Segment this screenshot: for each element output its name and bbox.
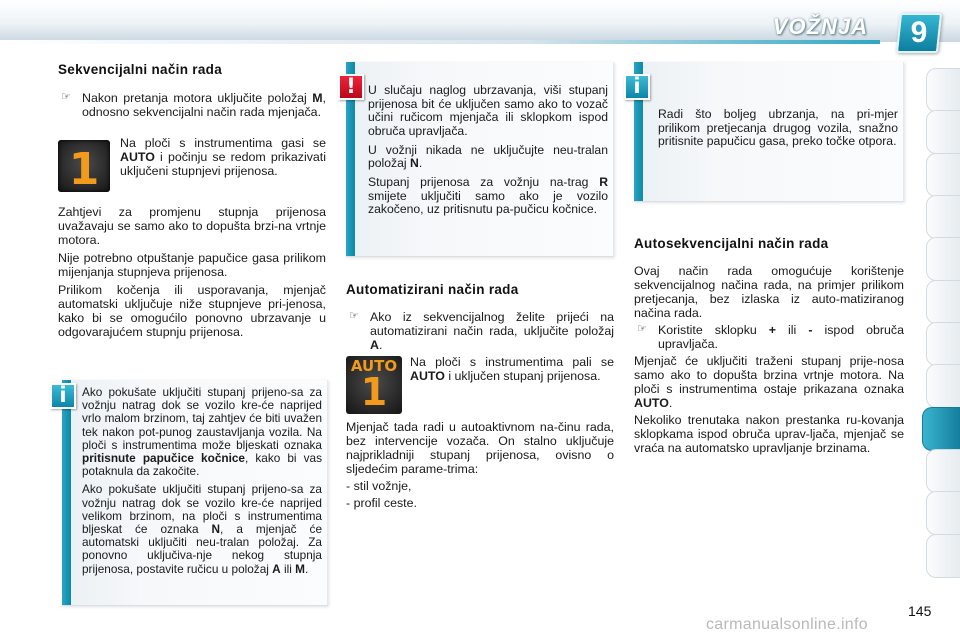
left-column <box>58 62 326 119</box>
automatic-bullet: ☞ Ako iz sekvencijalnog želite prijeći na automatizirani način rada, uključite položaj A. <box>346 310 614 352</box>
box-accent-bar <box>62 380 71 605</box>
warning-icon: ! <box>338 74 364 100</box>
warning-paragraph: U slučaju naglog ubrzavanja, viši stupanj prijenosa bit će uključen samo ako to vozač učini ručicom mjenjača ili sklopkom ispod obruča upravljača. <box>368 83 608 138</box>
paragraph: Nekoliko trenutaka nakon prestanka ru-kovanja sklopkama ispod obruča uprav-ljača, mjenjač se vraća na automatsko upravljanje brzinama. <box>634 413 904 456</box>
chapter-tab[interactable] <box>926 491 960 535</box>
gear-indicator-icon <box>58 140 110 195</box>
gear-digit: 1 <box>68 144 100 195</box>
warning-box <box>346 62 614 257</box>
chapter-tab[interactable] <box>926 110 960 154</box>
chapter-number: 9 <box>910 16 928 50</box>
chapter-tab[interactable] <box>926 237 960 281</box>
hand-pointer-icon: ☞ <box>349 310 359 323</box>
header-stripe <box>0 40 880 44</box>
page-number: 145 <box>908 603 932 619</box>
warning-paragraph: Stupanj prijenosa za vožnju na-trag R smijete uključiti samo ako je vozilo zakočeno, uz pritisnutu pa-pučicu kočnice. <box>368 174 608 217</box>
chapter-title: VOŽNJA <box>772 14 868 39</box>
watermark: carmanualsonline.info <box>706 616 868 633</box>
list-item: - profil ceste. <box>346 496 417 511</box>
chapter-tab[interactable] <box>926 68 960 112</box>
chapter-tab[interactable] <box>926 364 960 408</box>
info-icon: i <box>50 383 76 409</box>
gear-display-note: Na ploči s instrumentima gasi se AUTO i počinju se redom prikazivati uključeni stupnjevi prijenosa. <box>120 136 326 179</box>
hand-pointer-icon: ☞ <box>61 91 71 104</box>
info-box-reverse <box>62 380 328 606</box>
right-column <box>634 236 904 455</box>
info-paragraph: Ako pokušate uključiti stupanj prijeno-sa za vožnju natrag dok se vozilo kre-će naprijed vrlo malom brzinom, taj zahtjev će biti uvažen tek nakon pot-punog zaustavljanja vozila. Na ploči s instrumentima može bljeskati oznaka pritisnute papučice kočnice, kako bi vas potaknula da zakočite. <box>82 385 322 479</box>
sequential-bullet: ☞ Nakon pretanja motora uključite položaj M, odnosno sekvencijalni način rada mjenjača. <box>58 91 326 119</box>
info-paragraph: Ako pokušate uključiti stupanj prijeno-sa za vožnju natrag dok se vozilo kre-će naprijed velikom brzinom, na ploči s instrumentima bljeskat će oznaka N, a mjenjač će automatski uključiti neu-tralan položaj. Za ponovno uključiva-nje nekog stupnja prijenosa, postavite ručicu u položaj A ili M. <box>82 482 322 576</box>
auto-display-note: Na ploči s instrumentima pali se AUTO i uključen stupanj prijenosa. <box>410 355 614 384</box>
warning-paragraph: U vožnji nikada ne uključujte neu-tralan položaj N. <box>368 142 608 171</box>
chapter-tab[interactable] <box>926 195 960 239</box>
chapter-tab[interactable] <box>926 449 960 493</box>
info-icon: i <box>624 74 650 100</box>
paragraph: Mjenjač će uključiti traženi stupanj prije-nosa samo ako to dopušta brzina vrtnje motora. Na ploči s instrumentima ostaje prikazana oznaka AUTO. <box>634 354 904 411</box>
paragraph: Prilikom kočenja ili usporavanja, mjenjač automatski uključuje niže stupnjeve pri-jenosa, kako bi se omogućilo ponovno ubrzavanje u odgovarajućem stupnju prijenosa. <box>58 283 326 340</box>
autosequential-bullet: ☞ Koristite sklopku + ili - ispod obruča upravljača. <box>634 323 904 351</box>
paragraph: Nije potrebno otpuštanje papučice gasa prilikom mijenjanja stupnjeva prijenosa. <box>58 251 326 280</box>
chapter-badge <box>896 13 942 53</box>
auto-gear-indicator-icon <box>346 356 402 414</box>
chapter-tab[interactable] <box>926 280 960 324</box>
chapter-tab[interactable] <box>926 534 960 578</box>
section-title-autosequential: Autosekvencijalni način rada <box>634 236 829 251</box>
gear-digit: 1 <box>360 370 388 414</box>
hand-pointer-icon: ☞ <box>637 323 647 336</box>
middle-paragraphs <box>346 420 614 510</box>
middle-column <box>346 282 614 352</box>
section-title-sequential: Sekvencijalni način rada <box>58 62 223 77</box>
paragraph: Ovaj način rada omogućuje korištenje sekvencijalnog načina rada, na primjer prilikom pretjecanja, bez izlaska iz auto-matiziranog načina rada. <box>634 264 904 321</box>
auto-word: AUTO <box>350 357 398 375</box>
left-paragraphs <box>58 205 326 339</box>
chapter-tab[interactable] <box>926 153 960 197</box>
paragraph: Mjenjač tada radi u autoaktivnom na-činu rada, bez intervencije vozača. On stalno uključuje najprikladniji stupanj prijenosa, ovisno o sljedećim parame-trima: <box>346 420 614 477</box>
section-title-automatic: Automatizirani način rada <box>346 282 519 297</box>
info-paragraph: Radi što boljeg ubrzanja, na pri-mjer prilikom pretjecanja drugog vozila, snažno pritisnite papučicu gasa, preko točke otpora. <box>658 107 898 149</box>
chapter-tab[interactable] <box>926 322 960 366</box>
chapter-side-tabs <box>926 68 960 576</box>
info-box-acceleration <box>634 62 904 202</box>
paragraph: Zahtjevi za promjenu stupnja prijenosa uvažavaju se samo ako to dopušta brzi-na vrtnje motora. <box>58 205 326 248</box>
list-item: - stil vožnje, <box>346 479 412 494</box>
chapter-tab-active[interactable] <box>922 407 960 451</box>
